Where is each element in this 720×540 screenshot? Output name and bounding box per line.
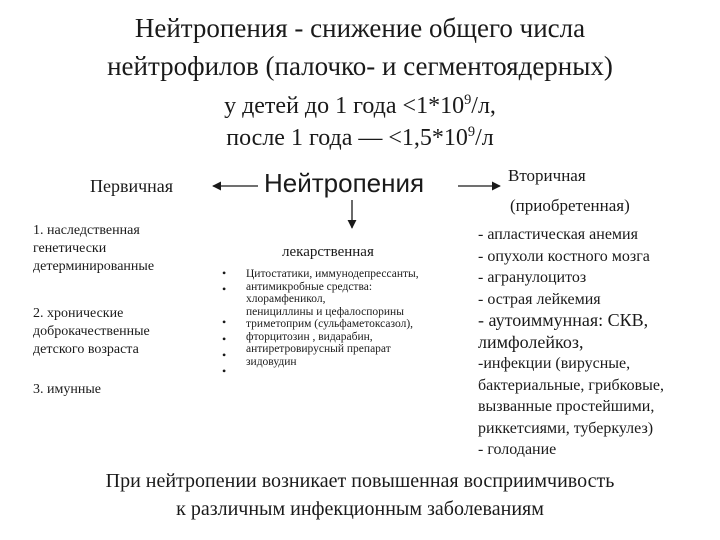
drug-line: триметоприм (сульфаметоксазол), [246,318,414,330]
primary-item-1-line-3: детерминированные [33,259,155,274]
drug-line: хлорамфеникол, [246,293,326,305]
primary-item-1-line-2: генетически [33,241,107,256]
secondary-list [478,224,664,461]
drug-bullets [222,265,226,379]
criteria-line-2-unit: /л [475,125,494,151]
center-heading: Нейтропения [264,168,425,198]
criteria-line-1-text: у детей до 1 года <1*10 [224,93,465,119]
footer-line-1: При нейтропении возникает повышенная восприимчивость [105,470,615,492]
bullet: • [222,266,227,280]
title-line-1: Нейтропения - снижение общего числа [134,13,586,43]
secondary-heading-line-2: (приобретенная) [510,196,630,215]
secondary-line: - аутоиммунная: СКВ, [478,310,649,330]
primary-item-1-line-1: 1. наследственная [33,223,140,238]
secondary-heading-line-1: Вторичная [508,166,586,185]
primary-item-3-line-1: 3. имунные [33,382,101,397]
primary-heading: Первичная [90,176,174,196]
primary-item-3 [33,381,101,399]
bullet: • [222,331,227,346]
secondary-line: риккетсиями, туберкулез) [478,419,654,437]
secondary-line: вызванные простейшими, [478,398,655,415]
primary-item-2 [33,305,150,359]
drug-line: фторцитозин , видарабин, [246,330,373,343]
bullet: • [222,315,227,330]
title-line-2: нейтрофилов (палочко- и сегментоядерных) [107,51,613,81]
drug-line: антиретровирусный препарат [246,343,391,355]
secondary-line: - опухоли костного мозга [478,247,650,265]
criteria-line-2-exponent: 9 [467,124,476,140]
secondary-line: - агранулоцитоз [478,269,587,286]
criteria-line-2-text: после 1 года — <1,5*10 [226,125,468,151]
bullet: • [222,364,227,379]
criteria-line-1-exponent: 9 [464,92,472,108]
bullet: • [222,347,227,362]
drug-line: Цитостатики, иммунодепрессанты, [246,268,419,280]
secondary-line: - апластическая анемия [478,226,638,243]
secondary-line: бактериальные, грибковые, [478,376,665,394]
primary-item-2-line-1: 2. хронические [33,306,124,321]
drug-list [246,268,419,368]
primary-item-2-line-3: детского возраста [33,342,139,357]
primary-item-2-line-2: доброкачественные [33,324,150,339]
secondary-line: - острая лейкемия [478,290,601,308]
drug-line: антимикробные средства: [246,280,373,293]
criteria-line-1-unit: /л, [471,93,496,119]
drug-line: пенициллины и цефалоспорины [246,305,404,318]
drug-heading: лекарственная [282,244,374,260]
secondary-line: лимфолейкоз, [478,331,584,352]
footer-line-2: к различным инфекционным заболеваниям [176,498,544,520]
secondary-line: -инфекции (вирусные, [478,355,631,372]
primary-item-1 [33,222,154,276]
drug-line: зидовудин [246,355,297,368]
bullet: • [222,282,227,297]
secondary-line: - голодание [478,441,557,458]
